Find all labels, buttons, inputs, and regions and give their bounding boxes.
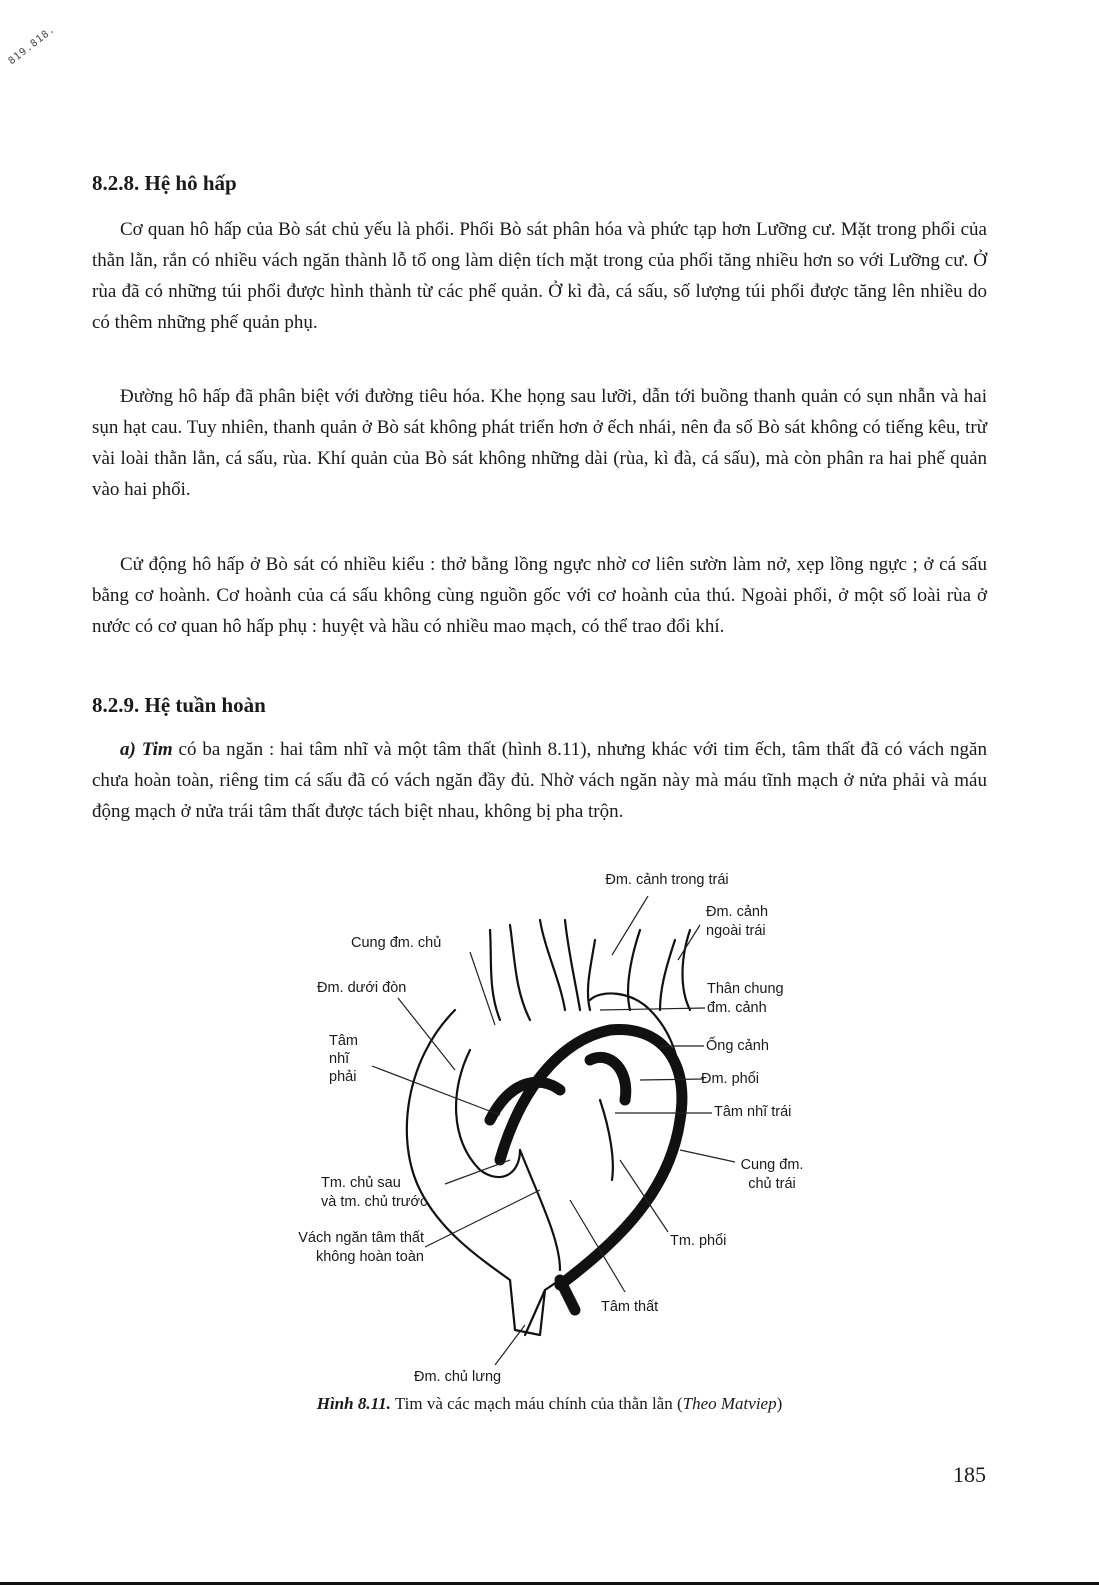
paragraph: Cơ quan hô hấp của Bò sát chủ yếu là phổi. Phổi Bò sát phân hóa và phức tạp hơn Lưỡng cư. Mặt trong phổi của thằn lằn, rắn có nhiều vách ngăn thành lỗ tổ ong làm diện tích mặt trong của phổi tăng nhiều hơn so với Lưỡng cư. Ở rùa đã có những túi phổi được hình thành từ các phế quản. Ở kì đà, cá sấu, số lượng túi phổi được tăng lên nhiều do có thêm những phế quản phụ. [92, 219, 987, 333]
vessel-center-1 [540, 920, 565, 1010]
label-tam-that: Tâm thất [601, 1299, 659, 1315]
label-dm-duoi-don: Đm. dưới đòn [317, 980, 407, 996]
section-heading-respiratory: 8.2.8. Hệ hô hấp [92, 171, 237, 195]
section-heading-circulatory: 8.2.9. Hệ tuần hoàn [92, 693, 266, 717]
leader-tam-that [570, 1200, 625, 1292]
label-vach-ngan: Vách ngăn tâm thất không hoàn toàn [298, 1230, 424, 1265]
caption-source: Theo Matviep [682, 1394, 777, 1413]
ventricle [520, 1150, 560, 1270]
leader-dm-phoi [640, 1079, 704, 1080]
label-tm-phoi: Tm. phổi [670, 1233, 727, 1249]
label-tm-chu-sau: Tm. chủ sau và tm. chủ trước [321, 1175, 428, 1210]
aortic-arch-left [500, 1030, 682, 1285]
lung-vein [600, 1100, 613, 1180]
caval-vein [560, 1280, 575, 1310]
label-ong-canh: Ống cảnh [706, 1038, 769, 1054]
heart-text: có ba ngăn : hai tâm nhĩ và một tâm thất (hình 8.11), nhưng khác với tim ếch, tâm thất đã có vách ngăn chưa hoàn toàn, riêng tim cá sấu đã có vách ngăn đầy đủ. Nhờ vách ngăn này mà máu tĩnh mạch ở nửa phải và máu động mạch ở nửa trái tâm thất được tách biệt nhau, không bị pha trộn. [92, 739, 987, 822]
vessel-center-2 [565, 920, 580, 1010]
leader-dm-canh-trong [612, 896, 648, 955]
pulmonary-artery [590, 1057, 626, 1100]
leader-tm-chu-sau [445, 1160, 510, 1184]
label-than-chung-dm-canh: Thân chung đm. cảnh [707, 981, 784, 1016]
label-tam-nhi-trai: Tâm nhĩ trái [714, 1104, 792, 1120]
label-dm-canh-trong-trai: Đm. cảnh trong trái [605, 872, 729, 888]
label-dm-chu-lung: Đm. chủ lưng [414, 1369, 502, 1385]
vessel-left-trunk [490, 930, 500, 1020]
leader-dm-duoi-don [398, 998, 455, 1070]
leader-tam-nhi-phai [372, 1066, 500, 1115]
label-tam-nhi-phai: Tâm nhĩ phải [329, 1033, 358, 1085]
leader-cung-dm-chu-trai [680, 1150, 735, 1162]
leader-dm-chu-lung [495, 1325, 525, 1365]
caption-text: Tim và các mạch máu chính của thằn lằn ( [390, 1394, 683, 1413]
caption-label: Hình 8.11. [316, 1394, 391, 1413]
caption-end: ) [776, 1394, 783, 1413]
label-cung-dm-chu: Cung đm. chủ [351, 935, 442, 951]
label-dm-canh-ngoai-trai: Đm. cảnh ngoài trái [706, 904, 769, 939]
heart-lead-term: a) Tim [120, 739, 173, 760]
leader-vach-ngan [425, 1190, 540, 1247]
stamp-mark: 819.818. [6, 23, 58, 68]
label-dm-phoi: Đm. phổi [701, 1071, 760, 1087]
page-number: 185 [953, 1462, 986, 1487]
label-cung-dm-chu-trai: Cung đm. chủ trái [740, 1157, 804, 1192]
paragraph: Cử động hô hấp ở Bò sát có nhiều kiểu : thở bằng lồng ngực nhờ cơ liên sườn làm nở, xẹp lồng ngực ; ở cá sấu bằng cơ hoành. Cơ hoành của cá sấu không cùng nguồn gốc với cơ hoành của thú. Ngoài phổi, ở một số loài rùa ở nước có cơ quan hô hấp phụ : huyệt và hầu có nhiều mao mạch, có thể trao đổi khí. [92, 554, 987, 637]
figure-caption [0, 1394, 1099, 1414]
vessel-left-trunk-2 [510, 925, 530, 1020]
paragraph: Đường hô hấp đã phân biệt với đường tiêu hóa. Khe họng sau lưỡi, dẫn tới buồng thanh quản có sụn nhẫn và hai sụn hạt cau. Tuy nhiên, thanh quản ở Bò sát không phát triển hơn ở ếch nhái, nên đa số Bò sát không có tiếng kêu, trừ vài loài thằn lằn, cá sấu, rùa. Khí quản của Bò sát không những dài (rùa, kì đà, cá sấu), mà còn phân ra hai phế quản vào hai phổi. [92, 386, 987, 500]
heart-outline [407, 993, 681, 1335]
vessel-far-right [660, 940, 675, 1010]
